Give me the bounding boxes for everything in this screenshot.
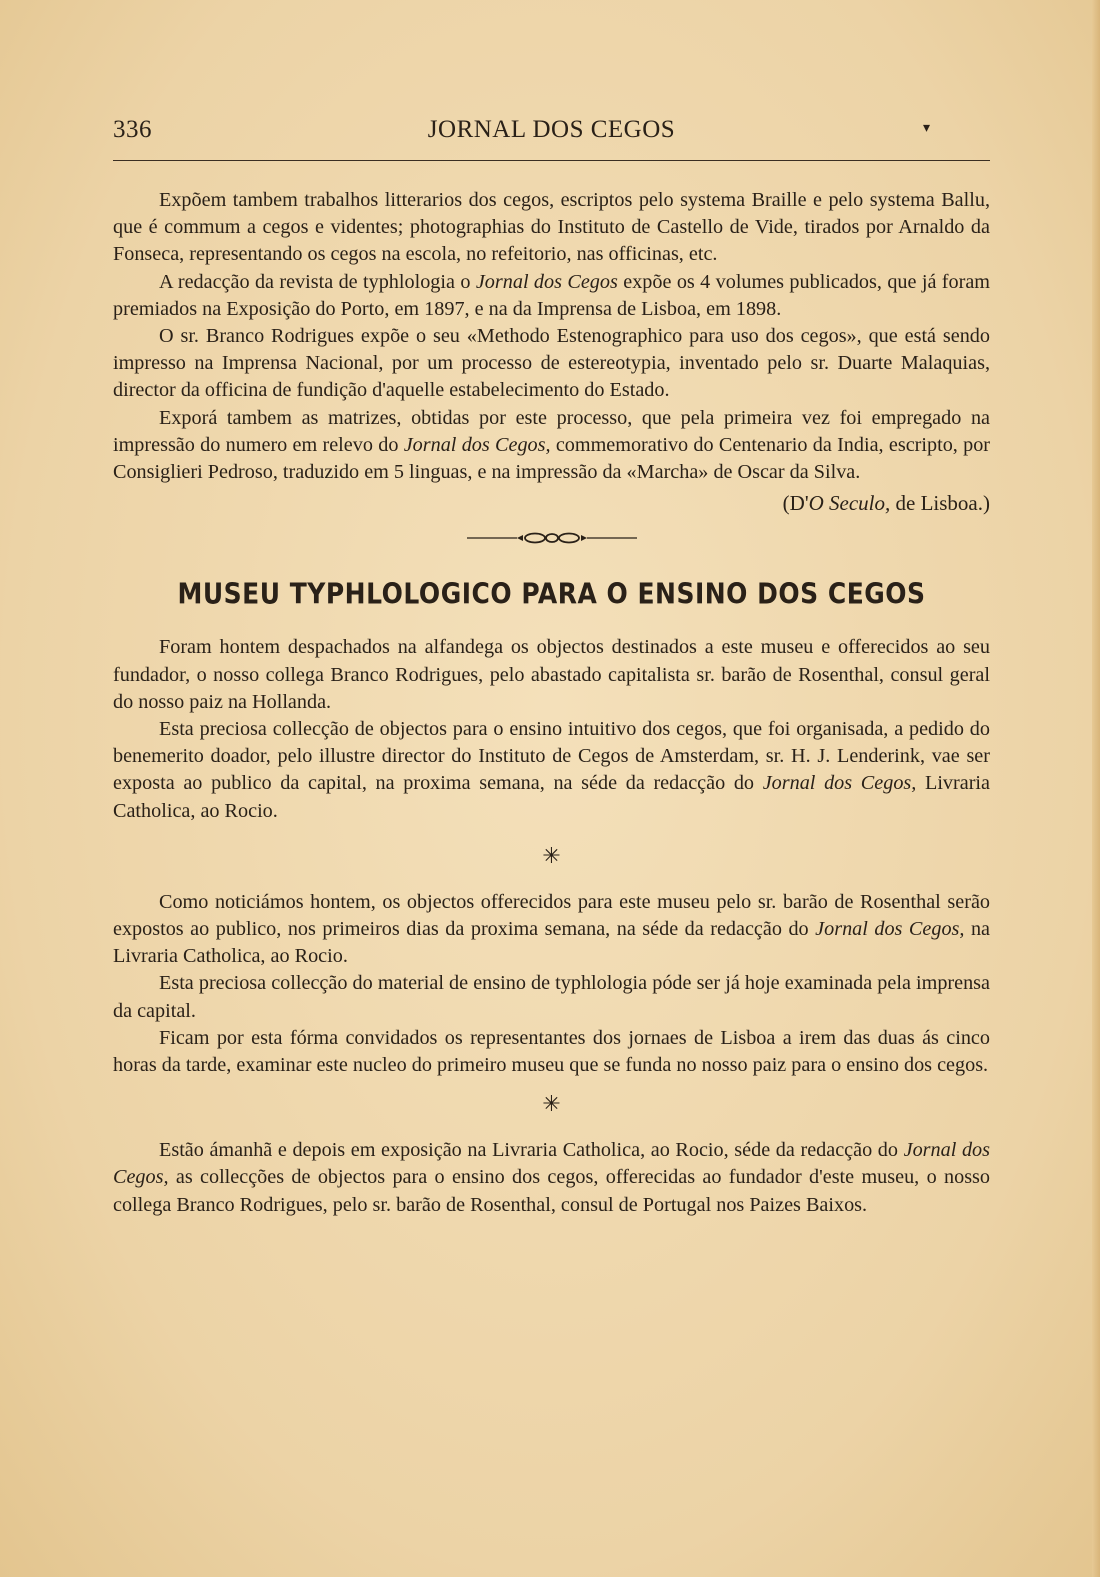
source-title: O Seculo, xyxy=(808,491,891,516)
ornament-icon xyxy=(467,531,637,545)
journal-title: Jornal dos Cegos, xyxy=(815,918,965,941)
page-body xyxy=(113,112,990,1219)
text-run: Livraria Catholica, ao Rocio. xyxy=(113,772,990,822)
header-rule xyxy=(113,160,990,161)
page-edge xyxy=(1092,0,1100,1577)
journal-title: Jornal dos Cegos, xyxy=(762,772,917,795)
text-run: Estão ámanhã e depois em exposição na Livraria Catholica, ao Rocio, séde da redacção do xyxy=(159,1139,904,1162)
paragraph: Foram hontem despachados na alfandega os objectos destinados a este museu e offerecidos ao seu fundador, o nosso collega Branco Rodrigues, pelo abastado capitalista sr. barão de Rosenthal, consul geral do nosso paiz na Hollanda. xyxy=(113,636,990,713)
journal-title: Jornal dos Cegos, xyxy=(113,1139,990,1189)
text-run: expõe os 4 volumes publicados, que já foram premiados na Exposição do Porto, em 1897, e na da Imprensa de Lisboa, em 1898. xyxy=(113,270,990,320)
text-run: commemorativo do Centenario da India, escripto, por Consiglieri Pedroso, traduzido em 5 linguas, e na impressão da «Marcha» de Oscar da Silva. xyxy=(113,433,991,484)
journal-title: Jornal dos Cegos xyxy=(475,270,618,293)
asterisk-separator: ✳ xyxy=(542,842,561,868)
paragraph xyxy=(113,716,990,825)
text-run: Como noticiámos hontem, os objectos offerecidos para este museu pelo sr. barão de Rosenthal serão expostos ao publico, nos primeiros dias da proxima semana, na séde da redacção do xyxy=(113,890,990,941)
source-credit xyxy=(783,490,990,517)
page-number: 336 xyxy=(113,116,152,143)
text-run: (D' xyxy=(782,491,809,516)
paragraph: Esta preciosa collecção do material de ensino de typhlologia póde ser já hoje examinada pela imprensa da capital. xyxy=(113,972,990,1022)
paragraph xyxy=(113,269,990,323)
paragraph xyxy=(113,405,990,518)
journal-title: Jornal dos Cegos, xyxy=(403,433,551,456)
text-run: as collecções de objectos para o ensino dos cegos, offerecidas ao fundador d'este museu, o nosso collega Branco Rodrigues, pelo sr. barão de Rosenthal, consul de Portugal nos Paizes Baixos. xyxy=(113,1166,990,1216)
printer-mark: ▾ xyxy=(922,121,930,136)
ornament-divider xyxy=(113,531,990,545)
text-run: de Lisboa.) xyxy=(890,491,990,516)
asterisk-separator: ✳ xyxy=(542,1091,561,1117)
paragraph xyxy=(113,889,990,971)
paragraph xyxy=(113,1137,990,1219)
text-run: Exporá tambem as matrizes, obtidas por este processo, que pela primeira vez foi empregado na impressão do numero em relevo do xyxy=(113,406,990,456)
paragraph: Ficam por esta fórma convidados os representantes dos jornaes de Lisboa a irem das duas ás cinco horas da tarde, examinar este nucleo do primeiro museu que se funda no nosso paiz para o ensino dos cegos. xyxy=(113,1026,990,1077)
running-title: JORNAL DOS CEGOS xyxy=(427,116,676,143)
page-header xyxy=(113,112,990,152)
paragraph: Expõem tambem trabalhos litterarios dos cegos, escriptos pelo systema Braille e pelo systema Ballu, que é commum a cegos e videntes; photographias do Instituto de Castello de Vide, tirados por Arnaldo da Fonseca, representando os cegos na escola, no refeitorio, nas officinas, etc. xyxy=(113,189,990,266)
section-heading: MUSEU TYPHLOLOGICO PARA O ENSINO DOS CEGOS xyxy=(177,577,926,611)
text-run: Esta preciosa collecção de objectos para o ensino intuitivo dos cegos, que foi organisada, a pedido do benemerito doador, pelo illustre director do Instituto de Cegos de Amsterdam, sr. H. J. Lenderink, vae ser exposta ao publico da capital, na proxima semana, na séde da redacção do xyxy=(113,718,990,795)
text-run: na Livraria Catholica, ao Rocio. xyxy=(113,918,991,968)
paragraph: O sr. Branco Rodrigues expõe o seu «Methodo Estenographico para uso dos cegos», que está sendo impresso na Imprensa Nacional, por um processo de estereotypia, inventado pelo sr. Duarte Malaquias, director da officina de fundição d'aquelle estabelecimento do Estado. xyxy=(113,325,990,402)
text-run: A redacção da revista de typhlologia o xyxy=(159,270,476,293)
